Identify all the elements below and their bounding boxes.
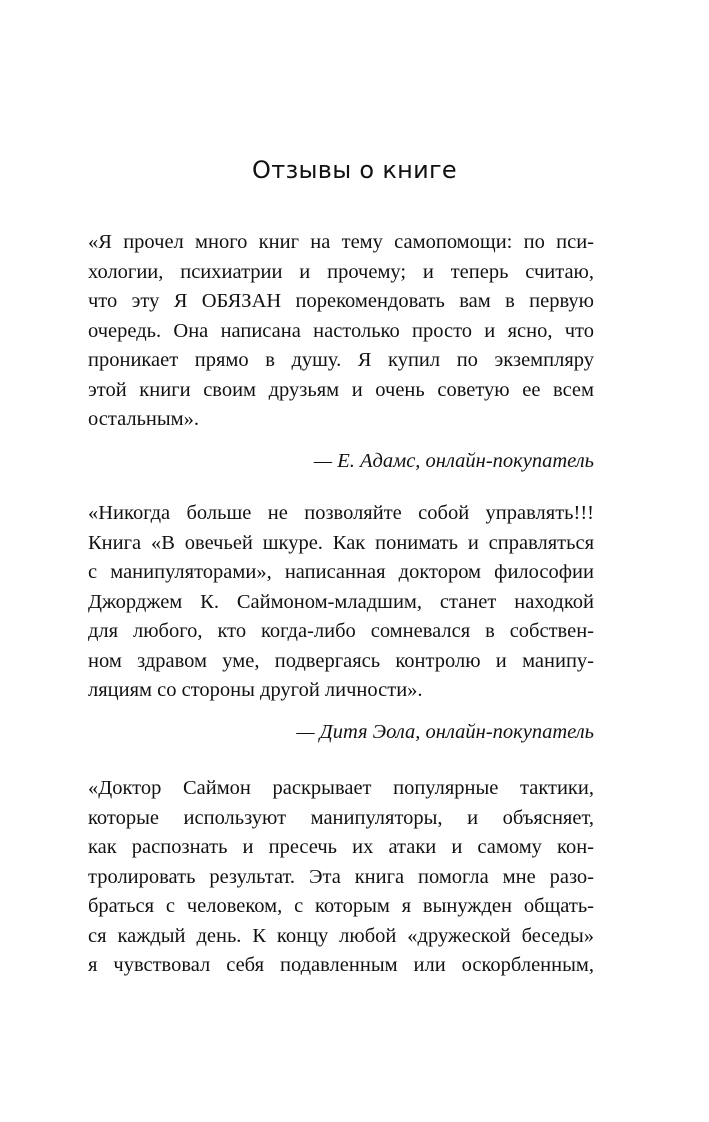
review-quote-1: [88, 228, 594, 476]
review-line: с манипуляторами», написанная доктором философии: [88, 561, 594, 583]
review-line: «Доктор Саймон раскрывает популярные тактики,: [88, 777, 594, 799]
review-attribution: — Е. Адамс, онлайн-покупатель: [313, 449, 594, 472]
review-line: браться с человеком, с которым я вынужден общать-: [88, 895, 594, 917]
review-line: тролировать результат. Эта книга помогла мне разо-: [88, 865, 594, 888]
review-line: ся каждый день. К концу любой «дружеской беседы»: [88, 924, 594, 947]
review-line: очередь. Она написана настолько просто и ясно, что: [88, 319, 594, 342]
review-line: этой книги своим друзьям и очень советую ее всем: [88, 378, 594, 401]
review-line: я чувствовал себя подавленным или оскорбленным,: [88, 954, 594, 976]
review-line: которые используют манипуляторы, и объясняет,: [88, 806, 594, 829]
review-quote-2: [88, 499, 594, 747]
review-line: «Никогда больше не позволяйте собой управлять!!!: [88, 502, 594, 524]
review-line: как распознать и пресечь их атаки и самому кон-: [88, 836, 594, 858]
review-line: что эту Я ОБЯЗАН порекомендовать вам в первую: [88, 290, 594, 312]
review-line: ном здравом уме, подвергаясь контролю и манипу-: [88, 649, 594, 672]
review-line: «Я прочел много книг на тему самопомощи: по пси-: [88, 231, 594, 253]
review-attribution: — Дитя Эола, онлайн-покупатель: [296, 720, 594, 743]
review-line: хологии, психиатрии и прочему; и теперь считаю,: [88, 260, 594, 283]
page-title: Отзывы о книге: [252, 156, 457, 184]
review-quote-3: [88, 774, 594, 981]
review-line: проникает прямо в душу. Я купил по экземпляру: [88, 349, 594, 371]
review-line: для любого, кто когда-либо сомневался в собствен-: [88, 620, 594, 642]
review-line: Джорджем К. Саймоном-младшим, станет находкой: [88, 590, 594, 613]
review-line: ляциям со стороны другой личности».: [88, 679, 423, 701]
review-line: Книга «В овечьей шкуре. Как понимать и справляться: [88, 531, 594, 554]
review-line: остальным».: [88, 408, 200, 430]
